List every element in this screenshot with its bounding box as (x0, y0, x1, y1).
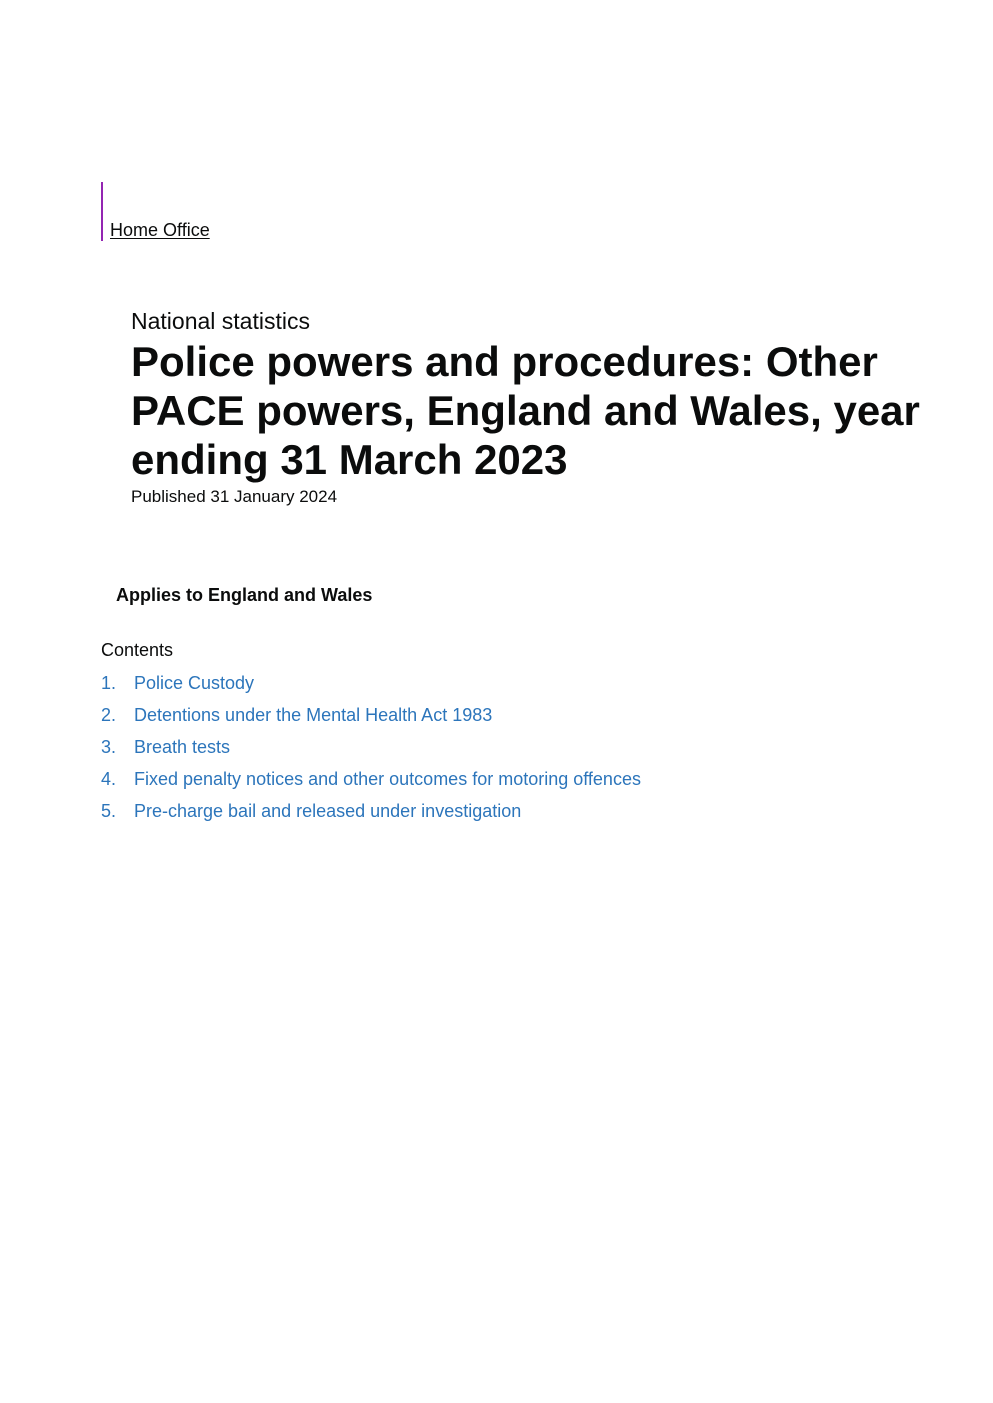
contents-item-number: 4. (101, 769, 117, 789)
contents-link-fixed-penalty-notices[interactable]: Fixed penalty notices and other outcomes for motoring offences (134, 769, 641, 789)
page-title: Police powers and procedures: Other PACE powers, England and Wales, year ending 31 March 2023 (131, 338, 920, 483)
document-header (131, 307, 951, 508)
contents-item-police-custody (101, 672, 901, 704)
contents-item-breath-tests (101, 736, 901, 768)
contents-heading: Contents (101, 640, 174, 660)
organisation-link[interactable]: Home Office (110, 220, 210, 240)
contents-link-breath-tests[interactable]: Breath tests (134, 737, 231, 757)
organisation-logo-block (101, 182, 210, 241)
contents-item-number: 2. (101, 705, 117, 725)
contents-list (101, 672, 901, 832)
contents-item-number: 1. (101, 673, 117, 693)
contents-section (101, 639, 901, 832)
contents-item-number: 5. (101, 801, 117, 821)
contents-item-fixed-penalty-notices (101, 768, 901, 800)
contents-link-mental-health-act[interactable]: Detentions under the Mental Health Act 1983 (134, 705, 493, 725)
document-type: National statistics (131, 308, 310, 334)
published-date: Published 31 January 2024 (131, 487, 338, 506)
applies-to-notice: Applies to England and Wales (116, 585, 373, 605)
contents-link-police-custody[interactable]: Police Custody (134, 673, 255, 693)
contents-item-pre-charge-bail (101, 800, 901, 832)
contents-item-mental-health-act (101, 704, 901, 736)
contents-item-number: 3. (101, 737, 117, 757)
contents-link-pre-charge-bail[interactable]: Pre-charge bail and released under investigation (134, 801, 522, 821)
